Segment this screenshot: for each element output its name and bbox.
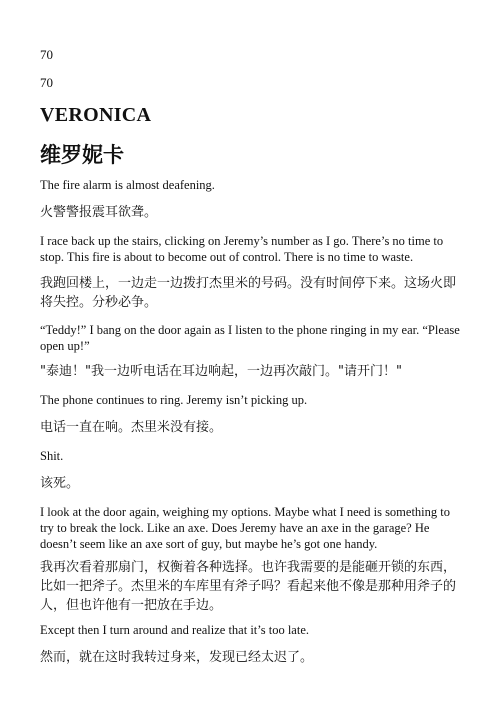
paragraph-zh-6: 我再次看着那扇门，权衡着各种选择。也许我需要的是能砸开锁的东西，比如一把斧子。杰里米的车库里有斧子吗？看起来他不像是那种用斧子的人，但也许他有一把放在手边。 xyxy=(40,560,457,613)
paragraph-zh-7: 然而，就在这时我转过身来，发现已经太迟了。 xyxy=(40,650,314,665)
paragraph-zh-5: 该死。 xyxy=(40,476,80,491)
paragraph-en-2: I race back up the stairs, clicking on Jeremy’s number as I go. There’s no time to stop. This fire is about to become out of control. There is no time to waste. xyxy=(40,234,444,264)
paragraph-zh-1: 火警警报震耳欲聋。 xyxy=(40,205,158,220)
paragraph-en-7: Except then I turn around and realize that it’s too late. xyxy=(40,623,310,637)
page-number-translated: 70 xyxy=(40,75,53,90)
page-number: 70 xyxy=(40,47,53,62)
chapter-title-en: VERONICA xyxy=(40,104,152,126)
paragraph-en-5: Shit. xyxy=(40,449,64,463)
paragraph-zh-4: 电话一直在响。杰里米没有接。 xyxy=(40,420,223,435)
paragraph-en-4: The phone continues to ring. Jeremy isn’t picking up. xyxy=(40,393,308,407)
paragraph-en-6: I look at the door again, weighing my options. Maybe what I need is something to try to break the lock. Like an axe. Does Jeremy have an axe in the garage? He doesn’t seem like an axe sort of guy, but maybe he’s got one handy. xyxy=(40,505,450,551)
paragraph-en-3: “Teddy!” I bang on the door again as I listen to the phone ringing in my ear. “Please open up!” xyxy=(40,323,460,353)
paragraph-zh-2: 我跑回楼上，一边走一边拨打杰里米的号码。没有时间停下来。这场火即将失控。分秒必争。 xyxy=(40,276,457,310)
paragraph-en-1: The fire alarm is almost deafening. xyxy=(40,178,215,192)
paragraph-zh-3: "泰迪！"我一边听电话在耳边响起，一边再次敲门。"请开门！" xyxy=(40,364,402,379)
chapter-title-zh: 维罗妮卡 xyxy=(40,143,124,167)
